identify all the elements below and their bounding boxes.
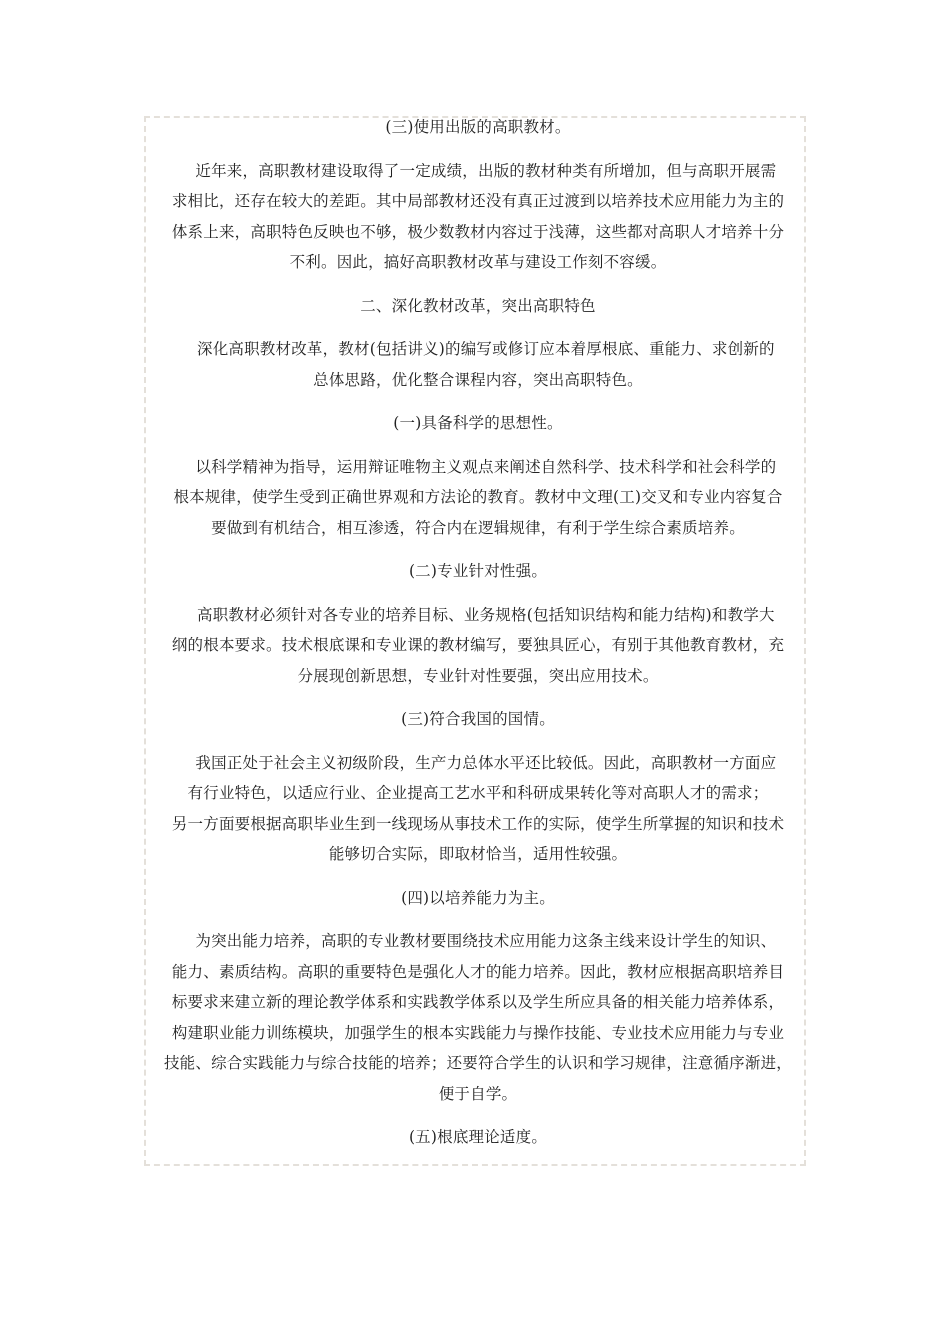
- section-heading-3-national: (三)符合我国的国情。: [401, 710, 555, 728]
- section-heading-3-publishing: (三)使用出版的高职教材。: [385, 118, 571, 136]
- document-body: [148, 112, 808, 1166]
- section-heading-2-targeted: (二)专业针对性强。: [408, 562, 548, 580]
- paragraph-recent-years: 近年来，高职教材建设取得了一定成绩，出版的教材种类有所增加，但与高职开展需 求相比，还存在较大的差距。其中局部教材还没有真正过渡到以培养技术应用能力为主的 体系上来，高职特色反映也不够，极少数教材内容过于浅薄，这些都对高职人才培养十分 不利。因此，搞好高职教材改革与建设工作刻不容缓。: [171, 161, 785, 271]
- paragraph-targeted: 高职教材必须针对各专业的培养目标、业务规格(包括知识结构和能力结构)和教学大 纲的根本要求。技术根底课和专业课的教材编写，要独具匠心，有别于其他教育教材，充 分展现创新思想，专业针对性要强，突出应用技术。: [171, 605, 785, 685]
- section-heading-deepen-reform: 二、深化教材改革，突出高职特色: [360, 296, 596, 315]
- section-heading-5-theory: (五)根底理论适度。: [408, 1128, 548, 1146]
- section-heading-4-ability: (四)以培养能力为主。: [401, 888, 555, 907]
- section-heading-1-scientific: (一)具备科学的思想性。: [393, 414, 563, 432]
- paragraph-scientific: 以科学精神为指导，运用辩证唯物主义观点来阐述自然科学、技术科学和社会科学的 根本规律，使学生受到正确世界观和方法论的教育。教材中文理(工)交叉和专业内容复合 要做到有机结合，相互渗透，符合内在逻辑规律，有利于学生综合素质培养。: [173, 457, 783, 537]
- paragraph-ability: 为突出能力培养，高职的专业教材要围绕技术应用能力这条主线来设计学生的知识、 能力、素质结构。高职的重要特色是强化人才的能力培养。因此，教材应根据高职培养目 标要求来建立新的理论教学体系和实践教学体系以及学生所应具备的相关能力培养体系， 构建职业能力训练模块，加强学生的根本实践能力与操作技能、专业技术应用能力与专业 技能、综合实践能力与综合技能的培养；还要符合学生的认识和学习规律，注意循序渐进， 便于自学。: [163, 932, 792, 1103]
- paragraph-deepen-reform: 深化高职教材改革，教材(包括讲义)的编写或修订应本着厚根底、重能力、求创新的 总体思路，优化整合课程内容，突出高职特色。: [196, 340, 775, 389]
- paragraph-national: 我国正处于社会主义初级阶段，生产力总体水平还比较低。因此，高职教材一方面应 有行业特色，以适应行业、企业提高工艺水平和科研成果转化等对高职人才的需求； 另一方面要根据高职毕业生到一线现场从事技术工作的实际，使学生所掌握的知识和技术 能够切合实际，即取材恰当，适用性较强。: [171, 753, 785, 863]
